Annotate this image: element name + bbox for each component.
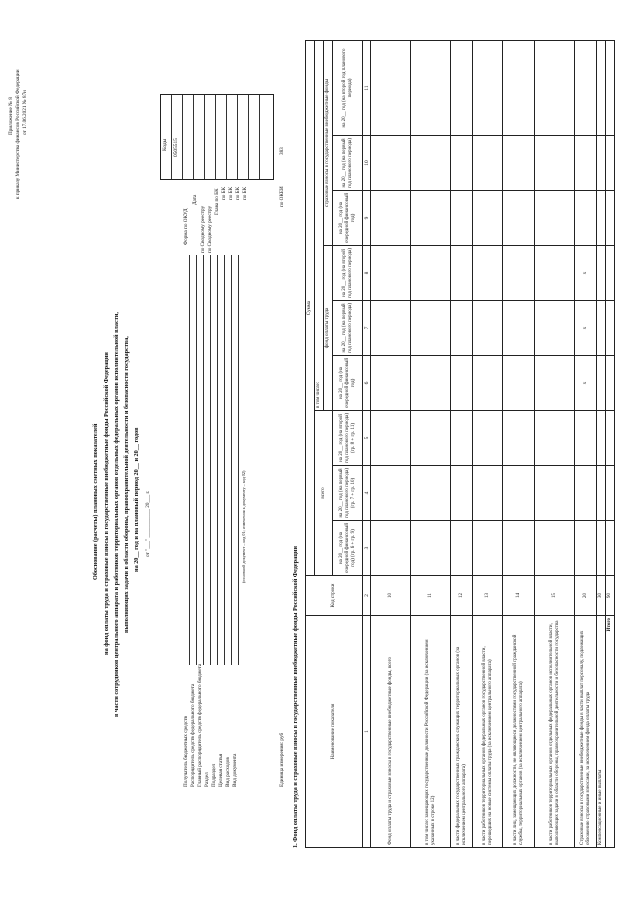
label-section: Раздел <box>204 772 210 787</box>
col-number: 2 <box>363 576 371 616</box>
title-line3: в части сотрудников центрального аппарата и работников территориальных органов отдельных федеральных органов исполнительной власти, <box>113 312 120 717</box>
col-number: 1 <box>363 616 371 848</box>
underline <box>196 255 197 665</box>
table-row <box>503 40 535 847</box>
label-bk4: по БК <box>242 186 248 200</box>
codes-row <box>194 95 205 179</box>
table-row <box>597 40 606 847</box>
header-total: всего <box>315 411 333 576</box>
title-line5: на 20__ год и на плановый период 20__ и 20__ годов <box>133 427 140 572</box>
col-number: 9 <box>363 191 371 246</box>
date-line: от "___" ___________ 20___ г. <box>145 490 151 557</box>
table-row <box>575 40 597 847</box>
table-row <box>473 40 503 847</box>
label-reestr1: по Сводному реестру <box>200 205 206 253</box>
col-number: 3 <box>363 521 371 576</box>
label-bk1: по БК <box>221 186 227 200</box>
header-total-y1: на 20__ год (на первый год планового периода) (гр. 7 + гр. 10) <box>333 466 363 521</box>
header-fot: фонд оплаты труда <box>324 246 333 411</box>
row-name: в части работников территориальных органов федеральных органов государственной власти, перешедших на новые системы оплаты труда (за исключением центрального аппарата) <box>473 616 503 848</box>
appendix-line1: Приложение № 8 <box>8 97 14 135</box>
label-expense-type: Вид расходов <box>225 757 231 787</box>
row-code: 13 <box>473 576 503 616</box>
table-row <box>411 40 451 847</box>
label-unit: Единица измерения: руб <box>279 732 285 787</box>
header-ins-y2: на 20__ год (на второй год планового периода) <box>333 40 363 135</box>
label-recipient: Получатель бюджетных средств <box>183 716 189 787</box>
underline <box>189 255 190 665</box>
label-main-distributor: Главный распорядитель средств федерального бюджета <box>197 663 203 787</box>
row-name: Страховые взносы в государственные внебюджетные фонды в части выплат персоналу, подлежащих обложению страховыми взносами, за исключением фонда оплаты труда <box>575 616 597 848</box>
cross-mark: х <box>575 356 597 411</box>
header-ins-y1: на 20__ год (на первый год планового периода) <box>333 136 363 191</box>
label-distributor: Распорядитель средств федерального бюджета <box>190 683 196 787</box>
codes-form: 0505515 <box>172 95 183 179</box>
row-name: Компенсационные и иные выплаты <box>597 616 606 848</box>
table-row <box>535 40 575 847</box>
header-ins-y0: на 20__ год (на очередной финансовый год) <box>333 191 363 246</box>
appendix-line3: от 17.06.2021 № 87н <box>22 90 28 135</box>
title-line1: Обоснование (расчеты) плановых сметных показателей <box>92 423 99 580</box>
row-name: в том числе: замещающих государственные должности Российской Федерации (за исключением указанных в строке 12) <box>411 616 451 848</box>
row-name: в части лиц, замещающих должности, не являющиеся должностями государственной гражданской службы, территориальных органов (за исключением центрального аппарата) <box>503 616 535 848</box>
header-total-y2: на 20__ год (на второй год планового периода) (гр. 8 + гр. 11) <box>333 411 363 466</box>
label-bk3: по БК <box>235 186 241 200</box>
row-code: 30 <box>597 576 606 616</box>
header-sum: Сумма <box>306 40 315 575</box>
header-name: Наименование показателя <box>306 616 363 848</box>
row-name: в части федеральных государственных гражданских служащих территориальных органов (за исключением центрального аппарата) <box>451 616 473 848</box>
col-number: 7 <box>363 301 371 356</box>
col-number: 5 <box>363 411 371 466</box>
codes-row <box>238 95 249 179</box>
underline <box>203 255 204 665</box>
codes-row <box>249 95 260 179</box>
row-code: 15 <box>535 576 575 616</box>
label-reestr2: по Сводному реестру <box>207 205 213 253</box>
title-line2: на фонд оплаты труда и страховые взносы в государственные внебюджетные фонды Российской Федерации <box>103 352 110 655</box>
table-row-total <box>606 40 615 847</box>
col-number: 6 <box>363 356 371 411</box>
codes-row <box>227 95 238 179</box>
underline <box>217 255 218 665</box>
underline <box>224 255 225 665</box>
col-number: 11 <box>363 40 371 135</box>
cross-mark: х <box>575 246 597 301</box>
label-glava: Глава по БК <box>214 188 220 215</box>
row-code: 10 <box>371 576 411 616</box>
label-doc-type: Вид документа <box>232 753 238 787</box>
label-date: Дата <box>192 194 198 205</box>
doc-type-hint: (основной документ – код 01; изменения к документу – код 02) <box>241 470 246 583</box>
row-name: в части работников территориальных органов отдельных федеральных органов исполнительной власти, выполняющих задачи в области обороны, правоохранительной деятельности и безопасности государства <box>535 616 575 848</box>
row-code: 14 <box>503 576 535 616</box>
codes-header: Коды <box>161 95 172 179</box>
row-code: 12 <box>451 576 473 616</box>
row-code: 20 <box>575 576 597 616</box>
header-fot-y0: на 20__ год (на очередной финансовый год) <box>333 356 363 411</box>
label-okud: Форма по ОКУД <box>183 208 189 245</box>
label-okei: по ОКЕИ <box>279 186 285 207</box>
appendix-line2: к приказу Министерства финансов Российской Федерации <box>15 69 21 199</box>
section-title: 1. Фонд оплаты труда и страховые взносы в государственные внебюджетные фонды Российской Федерации <box>292 546 299 848</box>
header-including: в том числе: <box>315 40 324 410</box>
underline <box>238 255 239 665</box>
table-row <box>451 40 473 847</box>
underline <box>231 255 232 665</box>
row-code: 11 <box>411 576 451 616</box>
indicators-table <box>305 40 615 848</box>
table-row <box>371 40 411 847</box>
row-name: Фонд оплаты труда и страховые взносы в государственные внебюджетные фонды, всего <box>371 616 411 848</box>
okei-code: 383 <box>279 147 285 155</box>
codes-box <box>160 94 274 180</box>
cross-mark: х <box>575 301 597 356</box>
label-target-article: Целевая статья <box>218 753 224 787</box>
header-fot-y2: на 20__ год (на второй год планового периода) <box>333 246 363 301</box>
header-ins: страховые взносы в государственные внебюджетные фонды <box>324 40 333 245</box>
label-bk2: по БК <box>228 186 234 200</box>
header-fot-y1: на 20__ год (на первый год планового периода) <box>333 301 363 356</box>
label-subsection: Подраздел <box>211 763 217 787</box>
header-code: Код строки <box>306 576 363 616</box>
underline <box>210 255 211 665</box>
codes-row <box>260 95 270 179</box>
row-code: 90 <box>606 576 615 616</box>
codes-row <box>205 95 216 179</box>
codes-row <box>216 95 227 179</box>
title-line4: выполняющих задачи в области обороны, правоохранительной деятельности и безопасности государства, <box>123 336 130 633</box>
codes-row <box>183 95 194 179</box>
col-number: 4 <box>363 466 371 521</box>
header-total-y0: на 20__ год (на очередной финансовый год) (гр. 6 + гр. 9) <box>333 521 363 576</box>
col-number: 8 <box>363 246 371 301</box>
row-name: Итого <box>606 616 615 848</box>
col-number: 10 <box>363 136 371 191</box>
